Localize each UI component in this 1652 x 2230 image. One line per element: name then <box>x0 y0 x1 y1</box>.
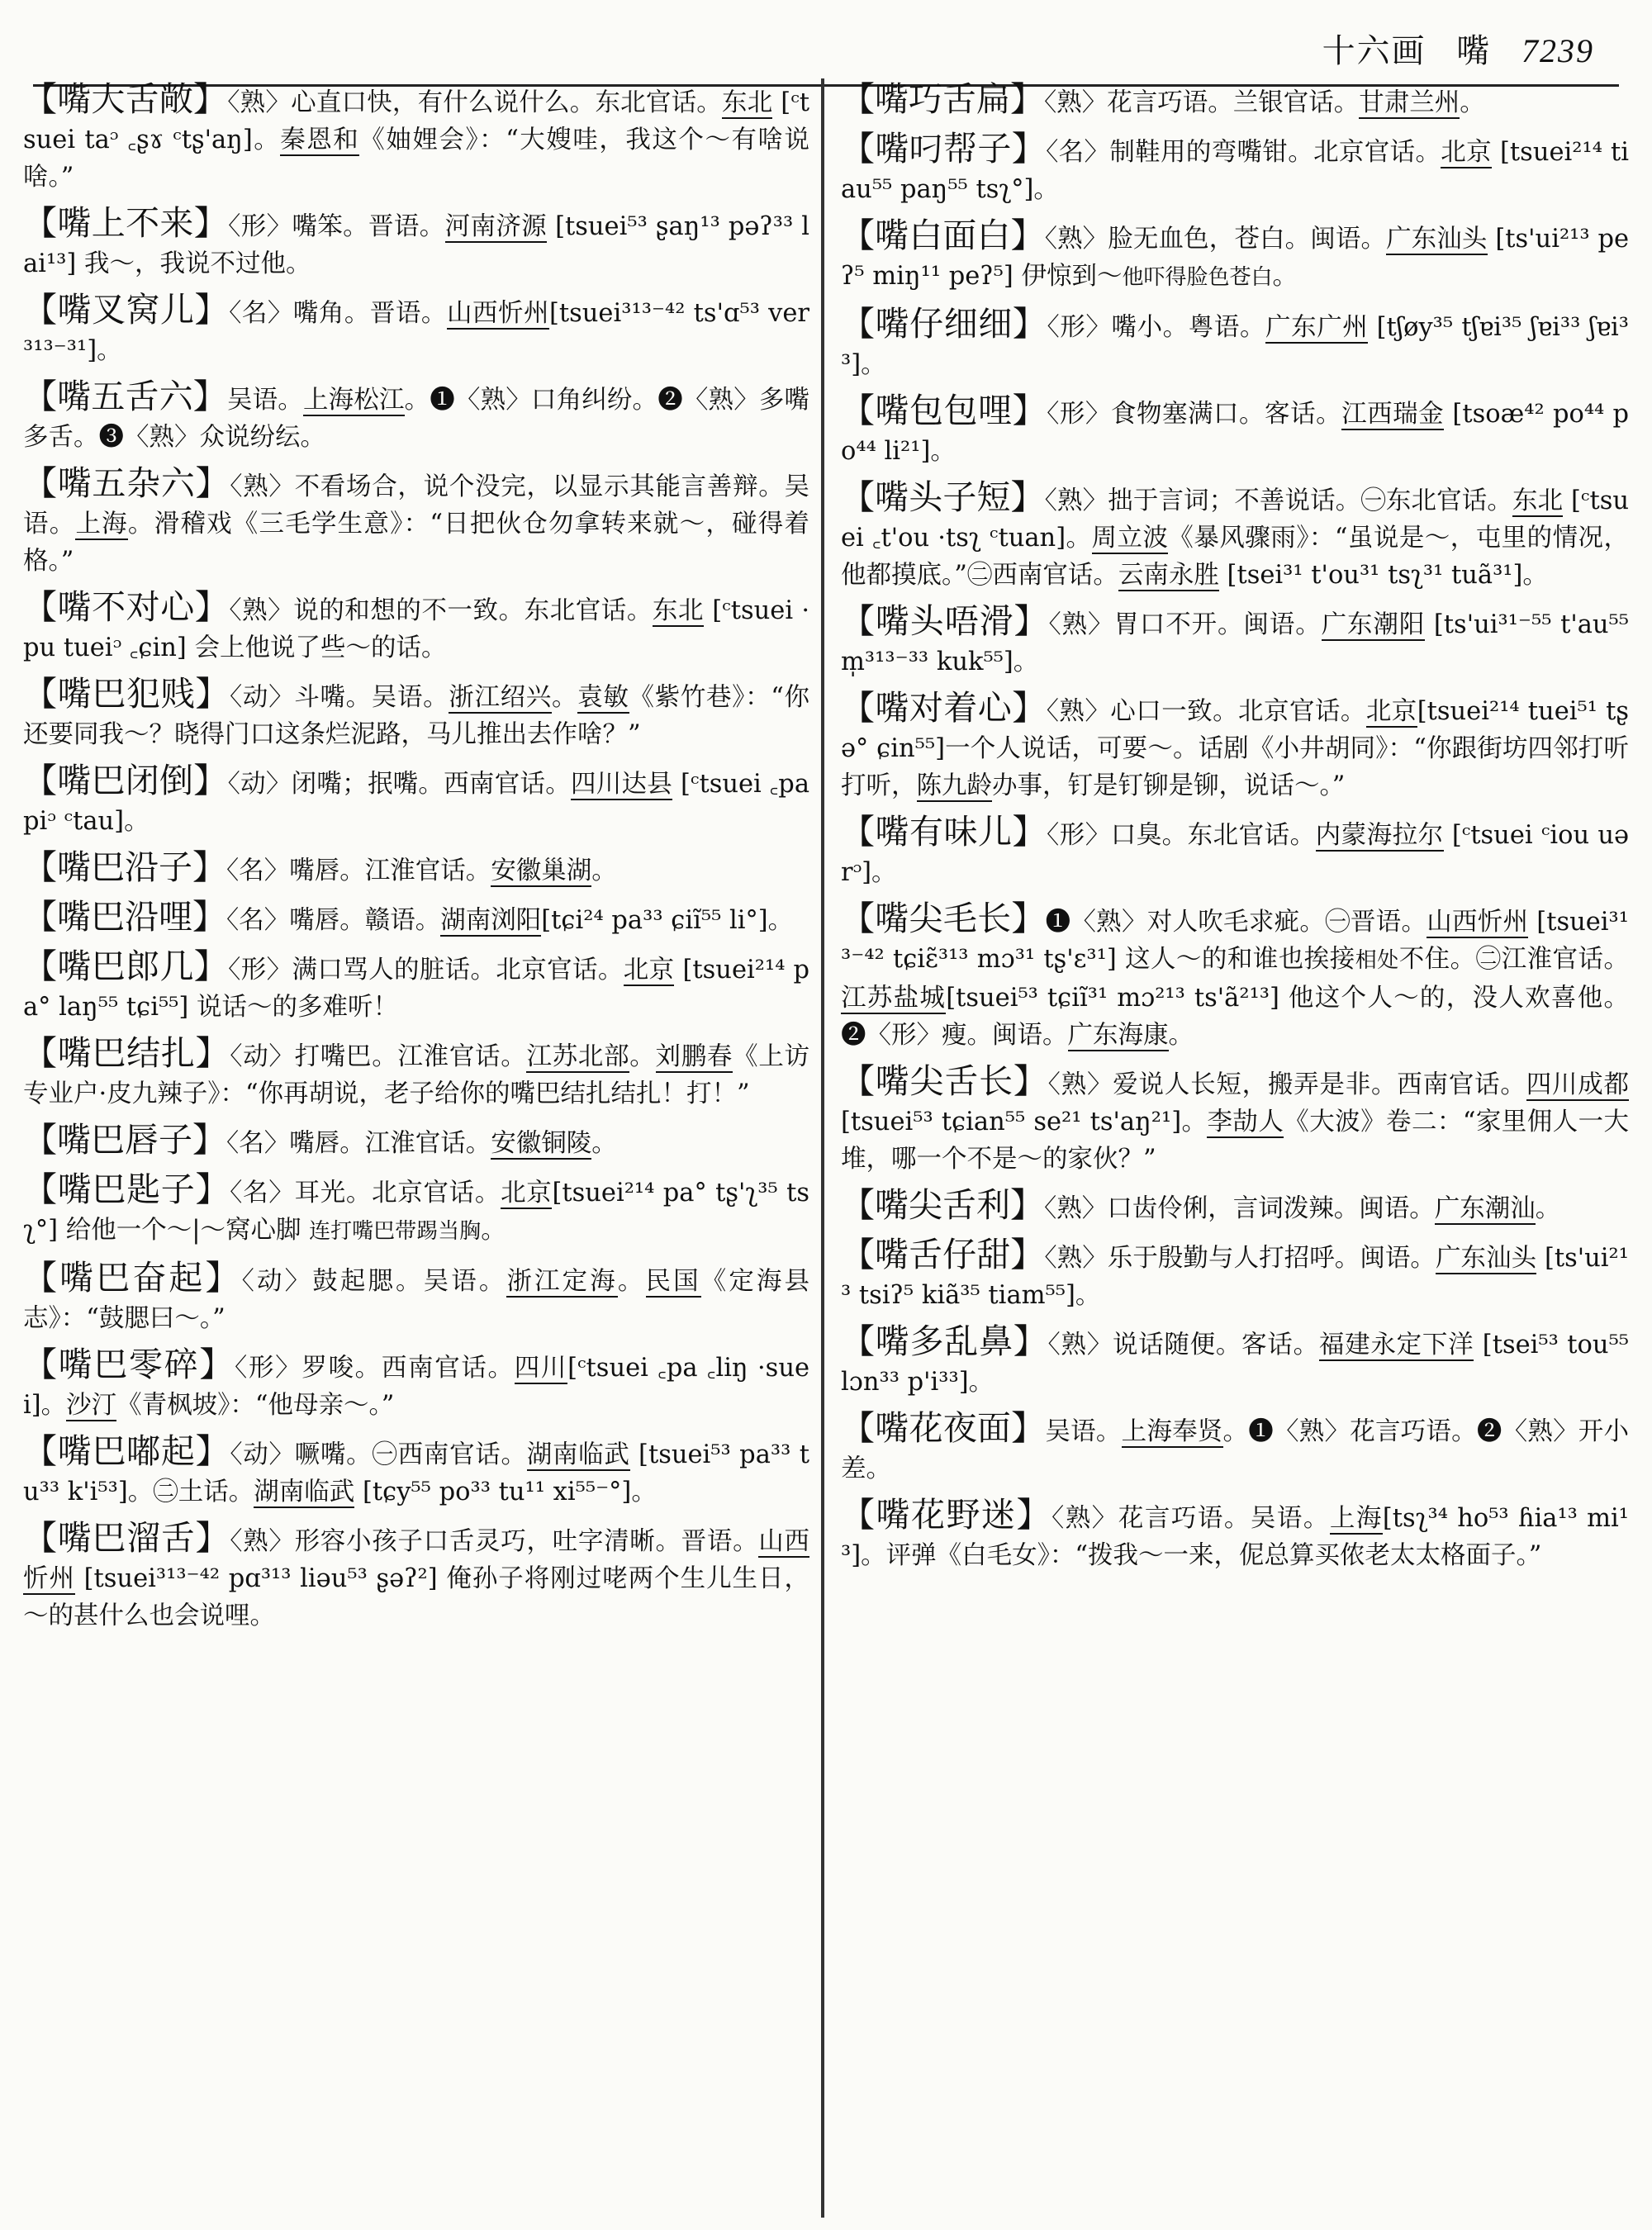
dictionary-entry <box>23 760 809 840</box>
entry-text: 〈熟〉不看场合，说个没完，以显示其能言善辩。吴语。 <box>23 472 809 539</box>
entry-headword: 【嘴巴沿哩】 <box>23 897 226 937</box>
underlined-term: 山西忻州 <box>23 1527 809 1593</box>
underlined-term: 甘肃兰州 <box>1359 88 1460 117</box>
underlined-term: 广东海康 <box>1067 1021 1169 1050</box>
entry-text: 〈熟〉说的和想的不一致。东北官话。 <box>229 596 653 625</box>
entry-text: 〈动〉噘嘴。㊀西南官话。 <box>230 1440 527 1469</box>
entry-headword: 【嘴花夜面】 <box>841 1408 1046 1448</box>
entry-headword: 【嘴五杂六】 <box>23 463 230 503</box>
entry-text: 〈形〉罗唆。西南官话。 <box>235 1354 515 1383</box>
entry-text: 《上访专业户·皮九辣子》：“你再胡说，老子给你的嘴巴结扎结扎！打！” <box>23 1042 809 1108</box>
entry-text: 〈熟〉脸无血色，苍白。闽语。 <box>1044 225 1387 254</box>
entry-text: 吴语。 <box>1045 1417 1122 1446</box>
entry-headword: 【嘴巴嘟起】 <box>23 1431 230 1471</box>
underlined-term: 湖南临武 <box>526 1440 630 1469</box>
entry-text: 〈熟〉说话随便。客话。 <box>1047 1331 1319 1359</box>
entry-text: 。滑稽戏《三毛学生意》：“日把伙仓勿拿转来就～，碰得着格。” <box>23 510 809 576</box>
underlined-term: 四川达县 <box>570 770 673 799</box>
underlined-term: 安徽巢湖 <box>491 856 592 885</box>
entry-text: [ᶜtsuei ·pu tueiᵓ ꜀ɕin] 会上他说了些～的话。 <box>23 596 809 662</box>
entry-text: 。 <box>551 683 578 712</box>
entry-text: [tʃøy³⁵ tʃɐi³⁵ ʃɐi³³ ʃɐi³³]。 <box>841 313 1629 379</box>
entry-text: [tsuei²¹⁴ pa° laŋ⁵⁵ tɕi⁵⁵] 说话～的多难听！ <box>23 956 809 1022</box>
entry-text: 〈动〉鼓起腮。吴语。 <box>241 1267 507 1296</box>
underlined-term: 东北 <box>1512 486 1564 515</box>
entry-text: 〈形〉食物塞满口。客话。 <box>1047 400 1342 429</box>
entry-text: [ts'ui²¹³ tsiʔ⁵ kiã³⁵ tiam⁵⁵]。 <box>841 1244 1629 1310</box>
underlined-term: 湖南浏阳 <box>440 906 542 935</box>
gloss-note: 相处 <box>1355 948 1399 973</box>
underlined-term: 上海 <box>1329 1504 1383 1533</box>
entry-text: [ts'ui³¹⁻⁵⁵ t'au⁵⁵ m̩³¹³⁻³³ kuk⁵⁵]。 <box>841 610 1629 676</box>
underlined-term: 福建永定下洋 <box>1318 1331 1474 1359</box>
underlined-term: 四川成都 <box>1526 1070 1629 1099</box>
entry-text: 〈名〉嘴角。晋语。 <box>229 299 447 328</box>
dictionary-entry <box>23 376 809 456</box>
entry-text: 〈熟〉花言巧语。吴语。 <box>1051 1504 1330 1533</box>
dictionary-entry <box>841 390 1629 470</box>
entry-text: 〈动〉闭嘴；抿嘴。西南官话。 <box>227 770 571 799</box>
entry-text: [tsuei⁵³ tɕiĩ³¹ mɔ²¹³ ts'ã²¹³] 他这个人～的，没人欢喜他。❷〈形〉瘦。闽语。 <box>841 984 1629 1050</box>
entry-headword: 【嘴巴结扎】 <box>23 1033 230 1073</box>
entry-text: 〈形〉嘴笨。晋语。 <box>228 212 445 241</box>
entry-headword: 【嘴尖毛长】 <box>841 899 1046 938</box>
underlined-term: 江苏北部 <box>526 1042 630 1071</box>
entry-text: 〈形〉口臭。东北官话。 <box>1046 821 1316 850</box>
dictionary-entry <box>841 1321 1629 1401</box>
entry-text: [tɕy⁵⁵ po³³ tu¹¹ xi⁵⁵⁻°]。 <box>354 1478 657 1506</box>
entry-text: 《大波》卷二：“家里佣人一大堆，哪一个不是～的家伙？” <box>841 1108 1629 1174</box>
entry-headword: 【嘴巴沿子】 <box>23 847 226 887</box>
underlined-term: 浙江定海 <box>506 1267 618 1296</box>
underlined-term: 陈九龄 <box>916 771 992 800</box>
entry-text: 〈名〉制鞋用的弯嘴钳。北京官话。 <box>1046 138 1441 167</box>
entry-text: 〈熟〉口齿伶俐，言词泼辣。闽语。 <box>1044 1194 1435 1223</box>
entry-text: [tsuei²¹⁴ tuei⁵¹ tʂə° ɕin⁵⁵]一个人说话，可要～。话剧《小井胡同》：“你跟街坊四邻打听打听， <box>841 697 1629 800</box>
dictionary-entry <box>23 1517 809 1635</box>
underlined-term: 东北 <box>652 596 705 625</box>
underlined-term: 江苏盐城 <box>841 984 947 1013</box>
entry-text: 〈熟〉胃口不开。闽语。 <box>1048 610 1322 639</box>
dictionary-entry <box>23 1257 809 1337</box>
dictionary-entry <box>841 303 1629 383</box>
entry-headword: 【嘴对着心】 <box>841 688 1047 728</box>
dictionary-entry <box>23 202 809 282</box>
entry-text: 。 <box>629 1042 656 1071</box>
entry-headword: 【嘴仔细细】 <box>841 304 1047 344</box>
dictionary-entry <box>841 898 1629 1054</box>
entry-headword: 【嘴巴唇子】 <box>23 1120 226 1160</box>
dictionary-entry <box>23 896 809 939</box>
entry-headword: 【嘴叉窝儿】 <box>23 290 230 330</box>
entry-text: 吴语。 <box>226 386 303 415</box>
dictionary-entry <box>23 1169 809 1250</box>
entry-text: [ᶜtsuei ꜀pa piᵓ ᶜtau]。 <box>23 770 809 836</box>
entry-text: 〈形〉满口骂人的脏话。北京官话。 <box>228 956 624 985</box>
underlined-term: 袁敏 <box>577 683 629 712</box>
entry-text: [tsuei²¹⁴ tiau⁵⁵ paŋ⁵⁵ tsʅ°]。 <box>841 138 1629 204</box>
entry-text: [tsuei³¹³⁻⁴² ts'ɑ⁵³ ver³¹³⁻³¹]。 <box>23 299 809 365</box>
underlined-term: 上海松江 <box>302 386 405 415</box>
page-header <box>0 25 1652 74</box>
entry-headword: 【嘴巴溜舌】 <box>23 1518 230 1558</box>
entry-headword: 【嘴多乱鼻】 <box>841 1321 1048 1361</box>
entry-text: [tsʅ³⁴ ho⁵³ ɦia¹³ mi¹³]。评弹《白毛女》：“拨我～一来，伲总算买侬老太太格面子。” <box>841 1504 1629 1570</box>
underlined-term: 李劼人 <box>1207 1108 1284 1136</box>
entry-text: [tsei⁵³ tou⁵⁵ lɔn³³ p'i³³]。 <box>841 1331 1629 1397</box>
underlined-term: 内蒙海拉尔 <box>1315 821 1444 850</box>
underlined-term: 广东广州 <box>1265 313 1369 342</box>
dictionary-entry <box>841 1494 1629 1574</box>
underlined-term: 秦恩和 <box>280 126 360 154</box>
gloss-note: 他吓得脸色苍白 <box>1122 265 1273 290</box>
entry-text: [tsuei⁵³ tɕian⁵⁵ se²¹ ts'aŋ²¹]。 <box>841 1108 1208 1136</box>
underlined-term: 上海奉贤 <box>1121 1417 1223 1446</box>
entry-headword: 【嘴尖舌利】 <box>841 1185 1044 1225</box>
underlined-term: 上海 <box>75 510 128 539</box>
entry-text: [tsuei⁵³ ʂaŋ¹³ pəʔ³³ lai¹³] 我～，我说不过他。 <box>23 212 809 278</box>
entry-text: [tsei³¹ t'ou³¹ tsʅ³¹ tuã³¹]。 <box>1218 561 1548 590</box>
underlined-term: 河南济源 <box>444 212 548 241</box>
column-divider <box>821 78 824 2218</box>
entry-headword: 【嘴大舌敞】 <box>23 79 228 119</box>
entry-text: 。 <box>1168 1021 1194 1050</box>
entry-text: 。❶〈熟〉花言巧语。❷〈熟〉开小差。 <box>841 1417 1629 1483</box>
underlined-term: 云南永胜 <box>1118 561 1219 590</box>
dictionary-entry <box>841 1234 1629 1314</box>
entry-text: 〈名〉耳光。北京官话。 <box>230 1179 501 1208</box>
entry-headword: 【嘴巴闭倒】 <box>23 761 228 800</box>
entry-text: 〈动〉斗嘴。吴语。 <box>230 683 449 712</box>
entry-headword: 【嘴头唔滑】 <box>841 601 1049 641</box>
entry-text: [tsoæ⁴² po⁴⁴ po⁴⁴ li²¹]。 <box>841 400 1629 466</box>
dictionary-entry <box>841 477 1629 594</box>
dictionary-entry <box>23 1431 809 1511</box>
entry-headword: 【嘴叼帮子】 <box>841 129 1047 168</box>
entry-headword: 【嘴巴犯贱】 <box>23 674 230 714</box>
entry-headword: 【嘴有味儿】 <box>841 812 1047 852</box>
entry-headword: 【嘴花野迷】 <box>841 1495 1052 1535</box>
entry-headword: 【嘴舌仔甜】 <box>841 1235 1045 1274</box>
entry-text: 〈名〉嘴唇。江淮官话。 <box>226 1129 491 1158</box>
entry-text: [ts'ui²¹³ peʔ⁵ miŋ¹¹ peʔ⁵] 伊惊到～ <box>841 225 1629 291</box>
radical-character: 嘴 <box>1456 32 1492 70</box>
dictionary-entry <box>23 1344 809 1424</box>
underlined-term: 北京 <box>1441 138 1492 167</box>
entry-text: 。 <box>617 1267 646 1296</box>
entry-text: [ᶜtsuei ᶜiou uərᵓ]。 <box>841 821 1629 887</box>
entry-text: 《妯娌会》：“大嫂哇，我这个～有啥说啥。” <box>23 126 809 192</box>
underlined-term: 山西忻州 <box>1427 908 1529 937</box>
dictionary-entry <box>23 1032 809 1113</box>
entry-text: 。 <box>1460 88 1485 117</box>
entry-text: [ᶜtsuei ꜀pa ꜀liŋ ·suei]。 <box>23 1354 809 1420</box>
dictionary-entry <box>841 811 1629 891</box>
entry-text: 办事，钉是钉铆是铆，说话～。” <box>992 771 1346 800</box>
dictionary-entry <box>841 600 1629 681</box>
entry-text: 〈名〉嘴唇。赣语。 <box>226 906 441 935</box>
page-number: 7239 <box>1521 32 1594 69</box>
entry-headword: 【嘴头子短】 <box>841 477 1045 517</box>
entry-text: 〈名〉嘴唇。江淮官话。 <box>226 856 491 885</box>
entry-text: [tsuei³¹³⁻⁴² pɑ³¹³ liəu⁵³ ʂəʔ²] 俺孙子将刚过咾两个生儿生日，～的甚什么也会说哩。 <box>23 1564 809 1630</box>
entry-text: 。 <box>1272 262 1298 291</box>
underlined-term: 广东潮阳 <box>1321 610 1426 639</box>
underlined-term: 民国 <box>645 1267 701 1296</box>
entry-text: 〈熟〉形容小孩子口舌灵巧，吐字清晰。晋语。 <box>230 1527 759 1556</box>
underlined-term: 东北 <box>722 88 773 117</box>
entry-text: 〈熟〉心直口快，有什么说什么。东北官话。 <box>227 88 722 117</box>
entry-text: 。❶〈熟〉口角纠纷。❷〈熟〉多嘴多舌。❸〈熟〉众说纷纭。 <box>23 386 809 452</box>
entry-text: 。 <box>591 856 617 885</box>
dictionary-entry <box>841 1184 1629 1227</box>
entry-headword: 【嘴巴零碎】 <box>23 1345 235 1384</box>
entry-text: 。 <box>591 1129 617 1158</box>
dictionary-entry <box>23 946 809 1026</box>
entry-text: ❶〈熟〉对人吹毛求疵。㊀晋语。 <box>1045 908 1427 937</box>
underlined-term: 北京 <box>501 1179 553 1208</box>
entry-text: 《紫竹巷》：“你还要同我～？晓得门口这条烂泥路，马儿推出去作啥？” <box>23 683 809 749</box>
entry-text: [ᶜtsuei taᵓ ꜀ʂɤ ᶜtʂ'aŋ]。 <box>23 88 809 154</box>
dictionary-entry <box>23 847 809 890</box>
entry-headword: 【嘴巧舌扁】 <box>841 79 1044 119</box>
entry-text: 〈熟〉花言巧语。兰银官话。 <box>1044 88 1360 117</box>
underlined-term: 广东潮汕 <box>1434 1194 1536 1223</box>
underlined-term: 湖南临武 <box>254 1478 355 1506</box>
entry-text: [tsuei³¹³⁻⁴² tɕiɛ̃³¹³ mɔ³¹ tʂ'ɛ³¹] 这人～的和谁也挨接 <box>841 908 1629 974</box>
dictionary-entry <box>23 463 809 580</box>
dictionary-entry <box>841 78 1629 121</box>
entry-text: 不住。㊁江淮官话。 <box>1398 945 1629 974</box>
entry-text: [tsuei⁵³ pa³³ tu³³ k'i⁵³]。㊁土话。 <box>23 1440 809 1506</box>
entry-text: [tsuei²¹⁴ pa° tʂ'ʅ³⁵ tsʅ°] 给他一个～|～窝心脚 <box>23 1179 809 1245</box>
entry-text: 〈熟〉心口一致。北京官话。 <box>1046 697 1366 726</box>
dictionary-entry <box>841 1407 1629 1487</box>
entry-text: 〈熟〉乐于殷勤与人打招呼。闽语。 <box>1044 1244 1436 1273</box>
dictionary-entry <box>23 586 809 667</box>
entry-headword: 【嘴包包哩】 <box>841 391 1047 430</box>
entry-text: 〈动〉打嘴巴。江淮官话。 <box>230 1042 527 1071</box>
entry-text: 〈形〉嘴小。粤语。 <box>1047 313 1266 342</box>
underlined-term: 江西瑞金 <box>1341 400 1445 429</box>
underlined-term: 浙江绍兴 <box>449 683 552 712</box>
entry-headword: 【嘴巴奋起】 <box>23 1258 242 1298</box>
entry-text: [tɕi²⁴ pa³³ ɕiĩ⁵⁵ li°]。 <box>541 906 794 935</box>
dictionary-entry <box>841 128 1629 208</box>
running-head <box>1304 25 1594 72</box>
entry-text: 《青枫坡》：“他母亲～。” <box>116 1391 395 1420</box>
entry-headword: 【嘴巴匙子】 <box>23 1170 230 1209</box>
underlined-term: 北京 <box>1365 697 1417 726</box>
underlined-term: 北京 <box>623 956 675 985</box>
dictionary-entry <box>841 1060 1629 1178</box>
entry-text: 《暴风骤雨》：“虽说是～，屯里的情况，他都摸底。”㊁西南官话。 <box>841 524 1629 590</box>
entry-headword: 【嘴白面白】 <box>841 216 1045 255</box>
dictionary-entry <box>23 289 809 369</box>
underlined-term: 安徽铜陵 <box>491 1129 592 1158</box>
dictionary-entry <box>841 215 1629 297</box>
underlined-term: 四川 <box>514 1354 568 1383</box>
entry-text: 。 <box>481 1216 506 1245</box>
dictionary-entry <box>23 78 809 196</box>
stroke-count: 十六画 <box>1322 32 1427 70</box>
entry-text: 〈熟〉拙于言词；不善说话。㊀东北官话。 <box>1044 486 1512 515</box>
gloss-note: 连打嘴巴带踢当胸 <box>309 1219 482 1244</box>
right-column <box>841 78 1629 2226</box>
entry-text: 。 <box>1535 1194 1561 1223</box>
dictionary-entry <box>841 687 1629 804</box>
entry-headword: 【嘴不对心】 <box>23 587 230 627</box>
dictionary-entry <box>23 1119 809 1162</box>
entry-headword: 【嘴五舌六】 <box>23 377 227 416</box>
entry-text: 〈熟〉爱说人长短，搬弄是非。西南官话。 <box>1047 1070 1526 1099</box>
entry-text: [ᶜtsuei ꜀t'ou ·tsʅ ᶜtuan]。 <box>841 486 1629 553</box>
entry-text: 《定海县志》：“鼓腮曰～。” <box>23 1267 809 1333</box>
underlined-term: 沙汀 <box>66 1391 117 1420</box>
underlined-term: 广东汕头 <box>1386 225 1488 254</box>
entry-headword: 【嘴巴郎几】 <box>23 947 229 986</box>
left-column <box>23 78 809 2226</box>
underlined-term: 周立波 <box>1091 524 1169 553</box>
underlined-term: 广东汕头 <box>1435 1244 1537 1273</box>
underlined-term: 山西忻州 <box>446 299 549 328</box>
underlined-term: 刘鹏春 <box>655 1042 733 1071</box>
entry-headword: 【嘴尖舌长】 <box>841 1061 1048 1101</box>
entry-headword: 【嘴上不来】 <box>23 203 229 243</box>
dictionary-entry <box>23 673 809 753</box>
